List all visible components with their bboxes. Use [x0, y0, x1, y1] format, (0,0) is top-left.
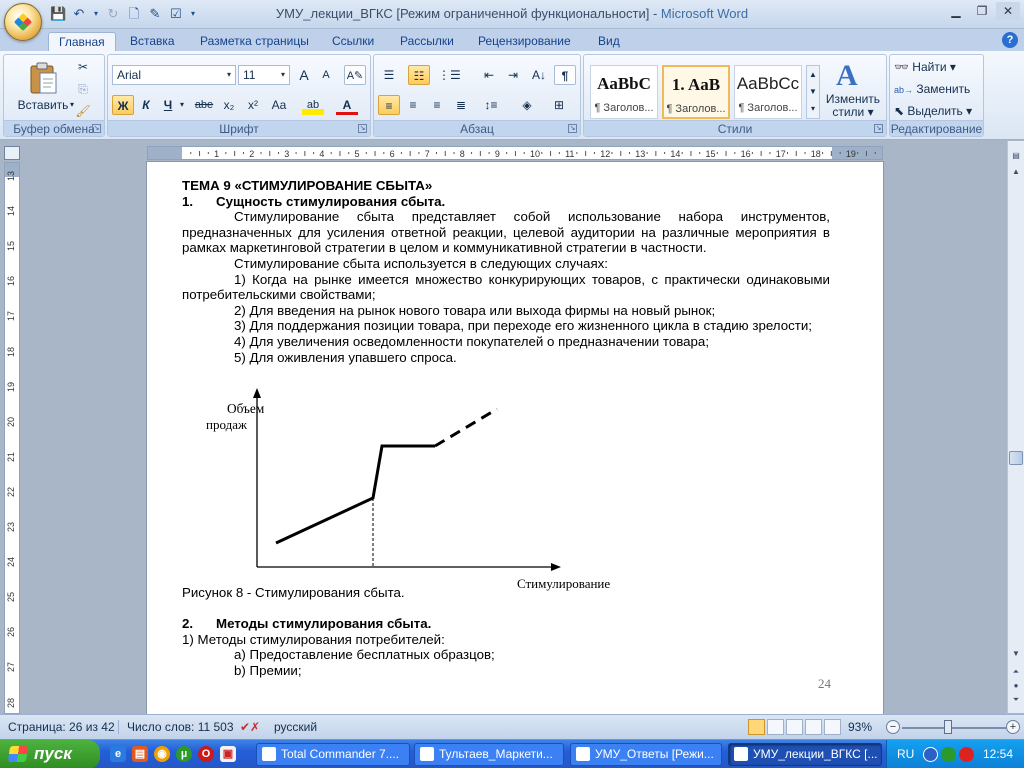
section-2-heading [182, 616, 830, 632]
replace-label: Заменить [916, 82, 971, 96]
tab-page-layout[interactable]: Разметка страницы [200, 34, 309, 48]
figure-sales-curve [276, 446, 435, 543]
style-name: ¶ Заголов... [666, 103, 726, 115]
ruler-number: 3 [284, 149, 290, 159]
borders-icon[interactable]: ⊞ [553, 98, 565, 112]
taskbar [0, 739, 1024, 768]
shrink-font-button[interactable]: A [322, 69, 330, 81]
ruler-number: 14 [6, 206, 16, 217]
font-name-combo[interactable] [112, 65, 236, 85]
zoom-level[interactable]: 93% [848, 720, 873, 734]
figure-ylabel-line1: Объем [227, 401, 265, 416]
antivirus-icon[interactable] [959, 747, 974, 762]
horizontal-ruler[interactable] [147, 146, 883, 160]
font-color-icon[interactable]: A [336, 95, 358, 115]
next-page-icon[interactable]: ⏷ [1012, 695, 1020, 704]
title-bar [0, 0, 1024, 29]
opera-icon[interactable]: O [198, 746, 214, 762]
replace-button[interactable] [894, 79, 978, 99]
styles-group-label: Стили [584, 120, 886, 136]
styles-launcher-icon[interactable]: ↘ [875, 125, 882, 132]
paste-button[interactable]: Вставить [17, 98, 69, 112]
taskbar-item-total-commander[interactable] [256, 743, 410, 766]
ruler-number: 8 [459, 149, 465, 159]
list-item: 3) Для поддержания позиции товара, при переходе его жизненного цикла в стадию зрелости; [234, 318, 812, 334]
clipboard-group [3, 54, 105, 137]
replace-icon: ab→ [894, 85, 914, 95]
disk-icon[interactable]: ▣ [220, 746, 236, 762]
multilevel-list-icon[interactable]: ⋮☰ [438, 68, 461, 82]
ruler-number: 17 [6, 311, 16, 322]
list-item: 5) Для оживления упавшего спроса. [234, 349, 457, 365]
style-heading-1[interactable] [590, 65, 658, 119]
ruler-number: 20 [6, 416, 16, 427]
document-page[interactable] [147, 162, 883, 714]
taskbar-item-word-marketing[interactable] [414, 743, 564, 766]
customize-qat-icon[interactable]: ▾ [190, 9, 195, 18]
ruler-number: 4 [319, 149, 325, 159]
total-commander-icon [262, 747, 276, 761]
word-count[interactable]: Число слов: 11 503 [118, 720, 234, 734]
ruler-number: 18 [810, 149, 821, 159]
align-center-icon[interactable]: ≡ [409, 98, 417, 112]
align-left-icon[interactable]: ≡ [378, 95, 400, 115]
ruler-number: 22 [6, 486, 16, 497]
ruler-number: 11 [565, 149, 575, 159]
zoom-slider[interactable] [902, 727, 1006, 729]
ruler-number: 13 [6, 171, 16, 182]
document-heading: ТЕМА 9 «СТИМУЛИРОВАНИЕ СБЫТА» [182, 178, 433, 193]
taskbar-item-word-answers[interactable] [570, 743, 722, 766]
show-marks-icon[interactable]: ¶ [554, 65, 576, 85]
media-icon[interactable]: ▤ [132, 746, 148, 762]
ruler-number: 25 [6, 592, 16, 603]
ruler-number: 7 [424, 149, 430, 159]
word-doc-icon [734, 747, 748, 761]
style-preview: AaBbCc [736, 74, 800, 93]
clipboard-launcher-icon[interactable]: ↘ [93, 125, 100, 132]
font-group [107, 54, 371, 137]
ruler-number: 10 [530, 149, 541, 159]
zoom-out-icon[interactable]: − [886, 720, 900, 734]
figure-caption: Рисунок 8 - Стимулирования сбыта. [182, 585, 405, 600]
ruler-number: 15 [705, 149, 716, 159]
section-2-number: 2. [182, 616, 194, 632]
underline-dropdown-icon[interactable]: ▾ [179, 100, 184, 109]
ruler-number: 9 [494, 149, 500, 159]
change-styles-line2: стили [832, 105, 865, 119]
ruler-number: 27 [6, 662, 16, 673]
sort-icon[interactable]: A↓ [531, 68, 546, 82]
ruler-number: 15 [6, 241, 16, 252]
figure-projected-curve [435, 409, 497, 446]
ruler-number: 2 [249, 149, 255, 159]
clear-format-icon[interactable]: A✎ [344, 65, 366, 85]
list-item: 1) Методы стимулирования потребителей: [182, 631, 445, 647]
ruler-number: 23 [6, 522, 16, 533]
outline-icon[interactable] [805, 719, 822, 735]
list-item: 2) Для введения на рынок нового товара или выхода фирмы на новый рынок; [234, 302, 716, 318]
figure-ylabel-line2: продаж [206, 417, 247, 432]
word-doc-icon [420, 747, 434, 761]
keyboard-language[interactable]: RU [897, 747, 915, 761]
highlight-icon[interactable]: ab [302, 95, 324, 115]
change-styles-button[interactable]: Изменить стили ▾ [825, 92, 881, 119]
view-buttons [748, 719, 841, 735]
style-heading-2[interactable] [662, 65, 730, 119]
horizontal-ruler-area [0, 141, 1024, 162]
shading-icon[interactable]: ◈ [522, 98, 532, 112]
tab-home[interactable]: Главная [48, 32, 116, 51]
web-layout-icon[interactable] [786, 719, 803, 735]
list-item: 4) Для увеличения осведомленности покупателей о предназначении товара; [234, 333, 710, 349]
clipboard-group-label: Буфер обмена [4, 120, 104, 136]
ribbon-tabs [0, 29, 1024, 51]
style-heading-3[interactable] [734, 65, 802, 119]
tab-references[interactable]: Ссылки [332, 34, 375, 48]
font-group-label: Шрифт [108, 120, 370, 136]
ruler-number: 12 [600, 149, 611, 159]
new-document-icon[interactable]: 🗋 [128, 6, 140, 21]
editing-group-label: Редактирование [890, 122, 983, 136]
chevron-down-icon: ▾ [280, 70, 285, 79]
paragraph-group-label: Абзац [374, 120, 580, 136]
zoom-in-icon[interactable]: + [1006, 720, 1020, 734]
tray-arrow-icon[interactable] [923, 747, 938, 762]
list-item: a) Предоставление бесплатных образцов; [234, 647, 495, 663]
document-body-continued[interactable] [182, 585, 830, 679]
change-case-button[interactable]: Aa [271, 98, 287, 112]
styles-group [583, 54, 887, 137]
ruler-number: 21 [6, 451, 16, 462]
save-icon[interactable]: 💾 [50, 6, 67, 21]
scroll-thumb[interactable] [1009, 451, 1023, 465]
page-number: 24 [818, 676, 831, 691]
office-button[interactable] [4, 3, 42, 41]
ruler-number: 18 [6, 346, 16, 357]
paragraph-group [373, 54, 581, 137]
list-item: 1) Когда на рынке имеется множество конкурирующих товаров, с практически одинаковыми потребительскими свойствами; [182, 271, 830, 303]
task-label: УМУ_Ответы [Режи... [595, 747, 714, 761]
window-title [0, 6, 1024, 21]
ruler-number: 5 [354, 149, 360, 159]
numbering-icon[interactable]: ☷ [408, 65, 430, 85]
ruler-number: 26 [6, 627, 16, 638]
page-counter[interactable]: Страница: 26 из 42 [8, 720, 115, 734]
cut-icon[interactable]: ✂ [77, 60, 89, 74]
tray-app-icon[interactable] [941, 747, 956, 762]
spelling-check-icon[interactable]: ✔✗ [240, 720, 261, 734]
zoom-slider-thumb[interactable] [944, 720, 952, 734]
font-size-combo[interactable] [238, 65, 290, 85]
title-document-name: УМУ_лекции_ВГКС [Режим ограниченной функциональности] - [275, 6, 661, 21]
firefox-icon[interactable]: ◉ [154, 746, 170, 762]
figure-x-arrow [551, 563, 561, 571]
change-styles-line1: Изменить [825, 92, 881, 106]
print-layout-icon[interactable] [748, 719, 765, 735]
style-preview: AaBbC [597, 74, 651, 93]
bold-button[interactable]: Ж [112, 95, 134, 115]
edit-icon[interactable]: ✎ [149, 6, 161, 21]
internet-explorer-icon[interactable]: e [110, 746, 126, 762]
section-2-title: Методы стимулирования сбыта. [216, 616, 432, 632]
chevron-down-icon: ▾ [226, 70, 231, 79]
list-item: b) Премии; [234, 662, 302, 678]
undo-icon[interactable]: ↶ [73, 6, 85, 21]
tab-view[interactable]: Вид [598, 34, 620, 48]
draft-icon[interactable] [824, 719, 841, 735]
ruler-toggle-icon[interactable]: ▤ [1012, 151, 1020, 160]
underline-button[interactable]: Ч [163, 98, 173, 112]
style-name: ¶ Заголов... [738, 102, 798, 114]
superscript-button[interactable]: x² [248, 98, 258, 112]
taskbar-item-word-lectures[interactable] [728, 743, 882, 766]
start-button[interactable] [0, 740, 100, 768]
language-indicator[interactable]: русский [274, 720, 318, 734]
bullets-icon[interactable]: ☰ [383, 68, 395, 82]
checkbox-icon[interactable]: ☑ [170, 6, 182, 21]
align-right-icon[interactable]: ≡ [433, 98, 441, 112]
paste-dropdown-icon[interactable]: ▾ [69, 100, 74, 109]
undo-dropdown-icon[interactable]: ▾ [93, 9, 98, 18]
title-app-name: Microsoft Word [660, 6, 749, 21]
subscript-button[interactable]: x₂ [223, 98, 235, 112]
clock: 12:54 [983, 747, 1014, 761]
torrent-icon[interactable]: µ [176, 746, 192, 762]
justify-icon[interactable]: ≣ [455, 98, 467, 112]
window-controls [944, 2, 1020, 20]
font-launcher-icon[interactable]: ↘ [359, 125, 366, 132]
close-button[interactable]: ✕ [996, 2, 1020, 20]
decrease-indent-icon[interactable]: ⇤ [483, 68, 495, 82]
font-name-value: Arial [117, 68, 142, 82]
styles-scroll[interactable]: ▲ ▼ ▾ [806, 65, 820, 119]
vertical-ruler[interactable] [4, 162, 20, 714]
format-painter-icon[interactable]: 🖌 [75, 104, 91, 118]
binoculars-icon: 👓 [894, 60, 909, 74]
paragraph-1: Стимулирование сбыта представляет собой использование набора инструментов, предназначенных для усиления ответной реакции, целевой аудитории на различные мероприятия в рамках маркетинговой стратегии в целом и коммуникативной стратегии в частности. [182, 209, 830, 256]
font-size-value: 11 [243, 68, 256, 82]
start-label: пуск [34, 744, 72, 763]
change-styles-icon[interactable]: A [836, 59, 858, 92]
scroll-up-button[interactable]: ▲ [1012, 167, 1020, 176]
previous-page-icon[interactable]: ⏶ [1012, 667, 1020, 676]
ruler-number: 13 [635, 149, 646, 159]
redo-icon[interactable]: ↻ [107, 6, 119, 21]
figure-xlabel: Стимулирование [517, 576, 611, 591]
find-label: Найти [912, 60, 947, 74]
word-doc-icon [576, 747, 590, 761]
style-preview: 1. AaB [671, 75, 721, 94]
help-icon[interactable]: ? [1002, 32, 1018, 48]
tab-selector[interactable] [4, 146, 20, 160]
figure-y-arrow [253, 388, 261, 398]
italic-button[interactable]: К [142, 98, 150, 112]
copy-icon[interactable]: ⎘ [78, 82, 88, 96]
paragraph-2: Стимулирование сбыта используется в следующих случаях: [234, 255, 608, 271]
select-button[interactable]: ⬉ Выделить ▾ [894, 104, 973, 118]
ruler-number: 14 [670, 149, 681, 159]
blank-line [182, 601, 830, 617]
select-browse-object-icon[interactable]: ● [1013, 681, 1019, 690]
scroll-down-button[interactable]: ▼ [1012, 649, 1020, 658]
line-spacing-icon[interactable]: ↕≡ [484, 98, 498, 112]
tab-insert[interactable]: Вставка [130, 34, 175, 48]
ruler-number: 24 [6, 557, 16, 568]
tab-mailings[interactable]: Рассылки [400, 34, 454, 48]
task-label: Total Commander 7.... [281, 747, 400, 761]
ruler-ticks [148, 147, 884, 159]
ruler-number: 6 [389, 149, 395, 159]
style-name: ¶ Заголов... [594, 102, 654, 114]
task-label: Тультаев_Маркети... [439, 747, 553, 761]
strikethrough-button[interactable]: abe [194, 99, 214, 111]
ruler-number: 16 [740, 149, 751, 159]
windows-flag-icon [8, 746, 28, 762]
section-1-number: 1. [182, 193, 194, 209]
restore-button[interactable]: ❐ [976, 4, 988, 18]
ruler-number: 16 [6, 276, 16, 287]
grow-font-button[interactable]: A [299, 67, 309, 83]
ribbon [0, 51, 1024, 140]
vertical-scrollbar[interactable] [1007, 141, 1024, 713]
paragraph-launcher-icon[interactable]: ↘ [569, 125, 576, 132]
ruler-number: 19 [845, 149, 856, 159]
minimize-button[interactable]: ▁ [951, 4, 961, 18]
status-bar [0, 714, 1024, 739]
ruler-number: 1 [214, 149, 220, 159]
editing-group [889, 54, 984, 137]
task-label: УМУ_лекции_ВГКС [... [753, 747, 878, 761]
ruler-number: 28 [6, 697, 16, 708]
increase-indent-icon[interactable]: ⇥ [507, 68, 519, 82]
tab-review[interactable]: Рецензирование [478, 34, 571, 48]
select-label: Выделить [907, 104, 963, 118]
paste-icon[interactable] [28, 61, 58, 95]
section-1-title: Сущность стимулирования сбыта. [216, 193, 446, 209]
system-tray [886, 740, 1024, 768]
ruler-number: 17 [775, 149, 786, 159]
cursor-icon: ⬉ [894, 104, 905, 118]
full-screen-reading-icon[interactable] [767, 719, 784, 735]
ruler-number: 19 [6, 381, 16, 392]
find-button[interactable]: 👓 Найти ▾ [894, 60, 956, 74]
